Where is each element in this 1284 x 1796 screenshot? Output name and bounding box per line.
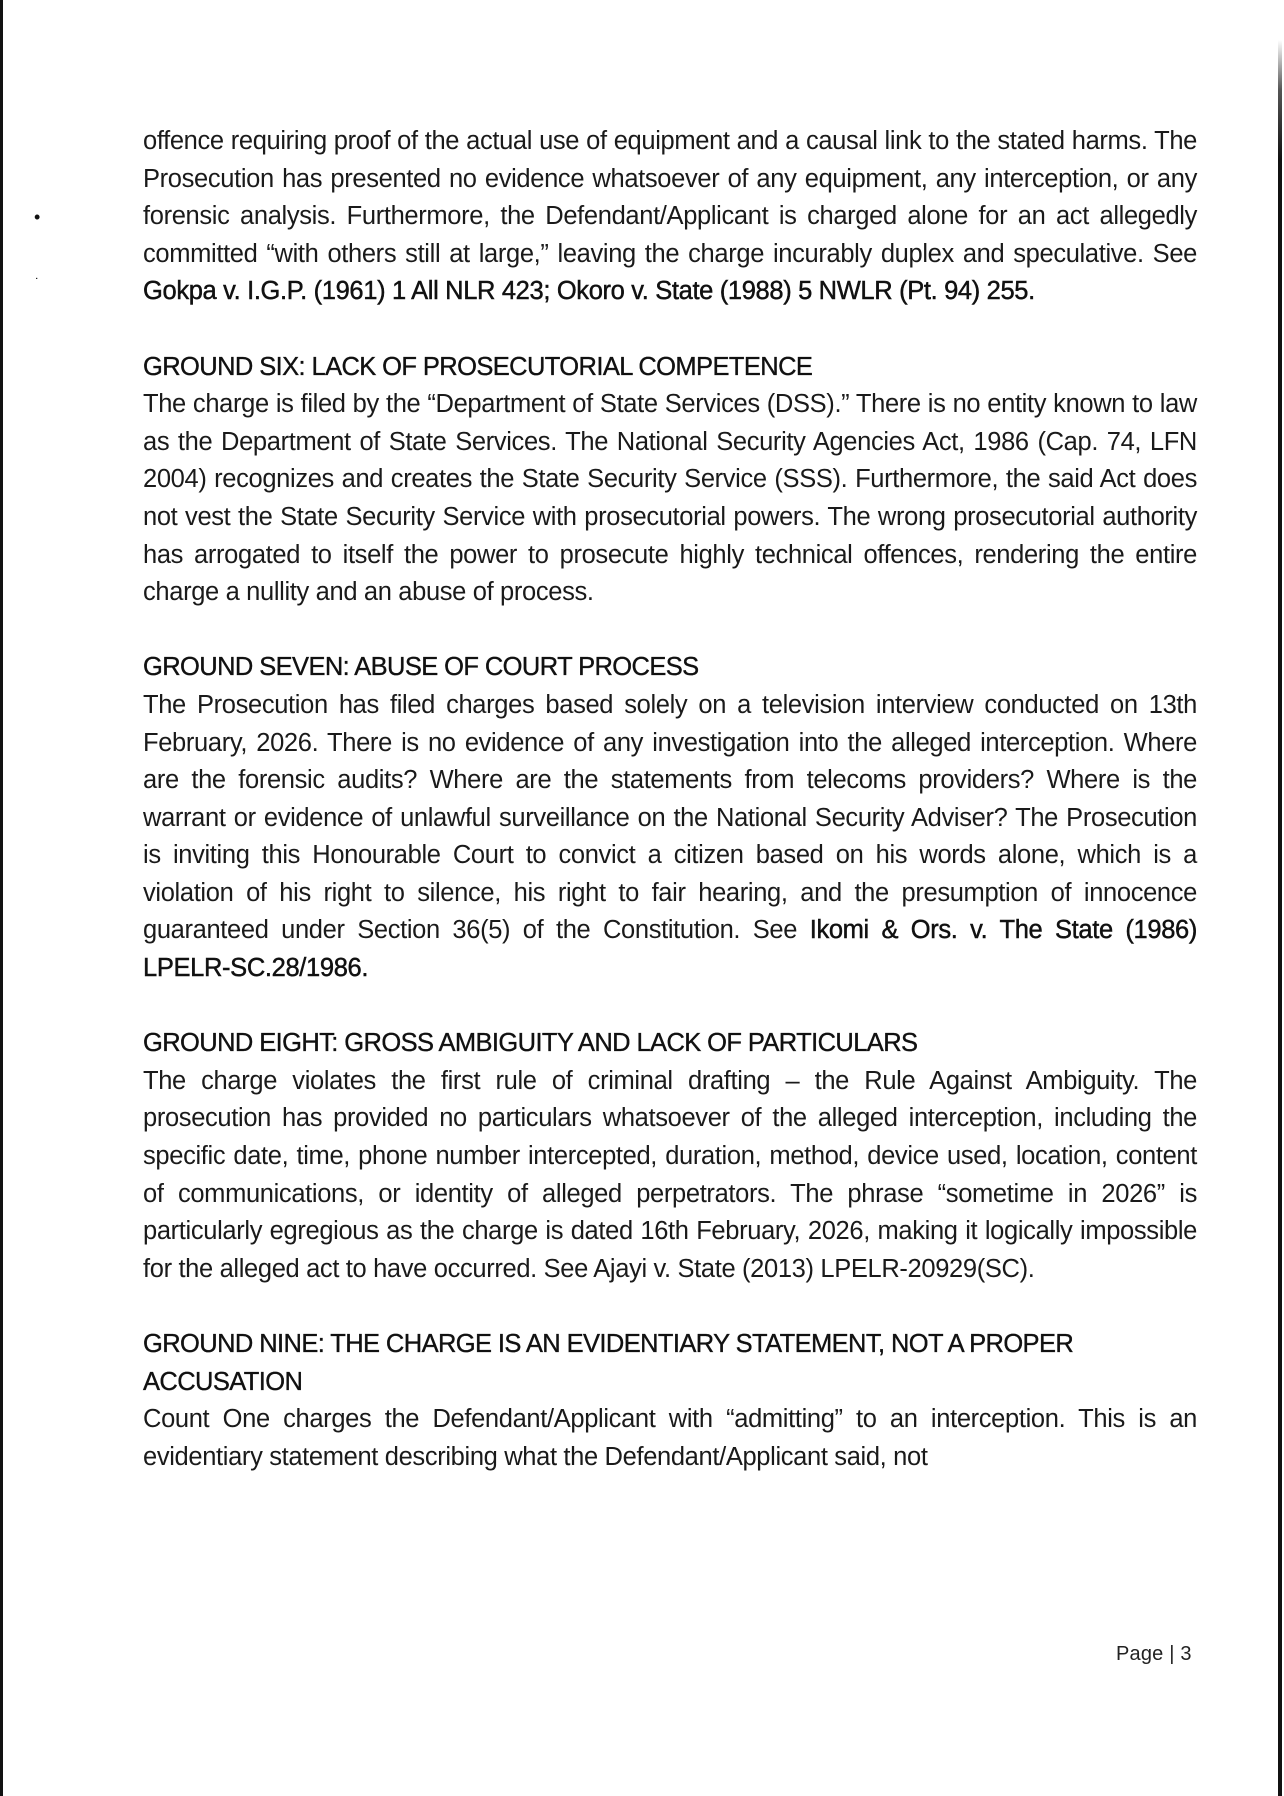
spacer bbox=[143, 1288, 1197, 1326]
spacer bbox=[143, 988, 1197, 1026]
continuation-citation: Gokpa v. I.G.P. (1961) 1 All NLR 423; Okoro v. State (1988) 5 NWLR (Pt. 94) 255. bbox=[143, 277, 1035, 306]
document-page bbox=[143, 123, 1197, 1476]
ground-six-body bbox=[143, 386, 1197, 612]
ground-seven-text: The Prosecution has filed charges based solely on a television interview conducted on 13th February, 2026. There is no evidence of any investigation into the alleged interception. Where are the forensic audits? Where are the statements from telecoms providers? Where is the warrant or evidence of unlawful surveillance on the National Security Adviser? The Prosecution is inviting this Honourable Court to convict a citizen based on his words alone, which is a violation of his right to silence, his right to fair hearing, and the presumption of innocence guaranteed under Section 36(5) of the Constitution. See bbox=[143, 690, 1197, 945]
ground-eight-text: The charge violates the first rule of criminal drafting – the Rule Against Ambiguity. The prosecution has provided no particulars whatsoever of the alleged interception, including the specific date, time, phone number intercepted, duration, method, device used, location, content of communications, or identity of alleged perpetrators. The phrase “sometime in 2026” is particularly egregious as the charge is dated 16th February, 2026, making it logically impossible for the alleged act to have occurred. See Ajayi v. State (2013) LPELR-20929(SC). bbox=[143, 1066, 1197, 1283]
ground-nine-text: Count One charges the Defendant/Applicant with “admitting” to an interception. This is an evidentiary statement describing what the Defendant/Applicant said, not bbox=[143, 1405, 1197, 1471]
continuation-paragraph bbox=[143, 123, 1197, 311]
ground-eight-body bbox=[143, 1063, 1197, 1289]
ground-eight-heading: GROUND EIGHT: GROSS AMBIGUITY AND LACK OF PARTICULARS bbox=[143, 1029, 918, 1058]
ground-seven-heading: GROUND SEVEN: ABUSE OF COURT PROCESS bbox=[143, 653, 699, 682]
ground-seven-citation: Ikomi & Ors. v. The State (1986) LPELR-SC.28/1986. bbox=[143, 916, 1197, 983]
ground-eight-section bbox=[143, 1025, 1197, 1288]
continuation-text: offence requiring proof of the actual use of equipment and a causal link to the stated harms. The Prosecution has presented no evidence whatsoever of any equipment, any interception, or any forensic analysis. Furthermore, the Defendant/Applicant is charged alone for an act allegedly committed “with others still at large,” leaving the charge incurably duplex and speculative. See bbox=[143, 127, 1197, 268]
page-right-border bbox=[1278, 0, 1282, 1796]
ground-seven-section bbox=[143, 649, 1197, 987]
spacer bbox=[143, 311, 1197, 349]
margin-mark-speck: ˙ bbox=[35, 275, 40, 291]
ground-six-heading: GROUND SIX: LACK OF PROSECUTORIAL COMPETENCE bbox=[143, 352, 813, 381]
spacer bbox=[143, 612, 1197, 650]
page-left-border bbox=[0, 0, 3, 1796]
ground-nine-body bbox=[143, 1401, 1197, 1476]
ground-six-text: The charge is filed by the “Department of State Services (DSS).” There is no entity known to law as the Department of State Services. The National Security Agencies Act, 1986 (Cap. 74, LFN 2004) recognizes and creates the State Security Service (SSS). Furthermore, the said Act does not vest the State Security Service with prosecutorial powers. The wrong prosecutorial authority has arrogated to itself the power to prosecute highly technical offences, rendering the entire charge a nullity and an abuse of process. bbox=[143, 390, 1197, 607]
ground-seven-body bbox=[143, 687, 1197, 988]
margin-mark-dot: • bbox=[34, 207, 41, 227]
ground-nine-heading: GROUND NINE: THE CHARGE IS AN EVIDENTIARY STATEMENT, NOT A PROPER ACCUSATION bbox=[143, 1330, 1074, 1396]
ground-six-section bbox=[143, 349, 1197, 612]
ground-nine-section bbox=[143, 1326, 1197, 1476]
page-number: Page | 3 bbox=[1116, 1643, 1192, 1665]
